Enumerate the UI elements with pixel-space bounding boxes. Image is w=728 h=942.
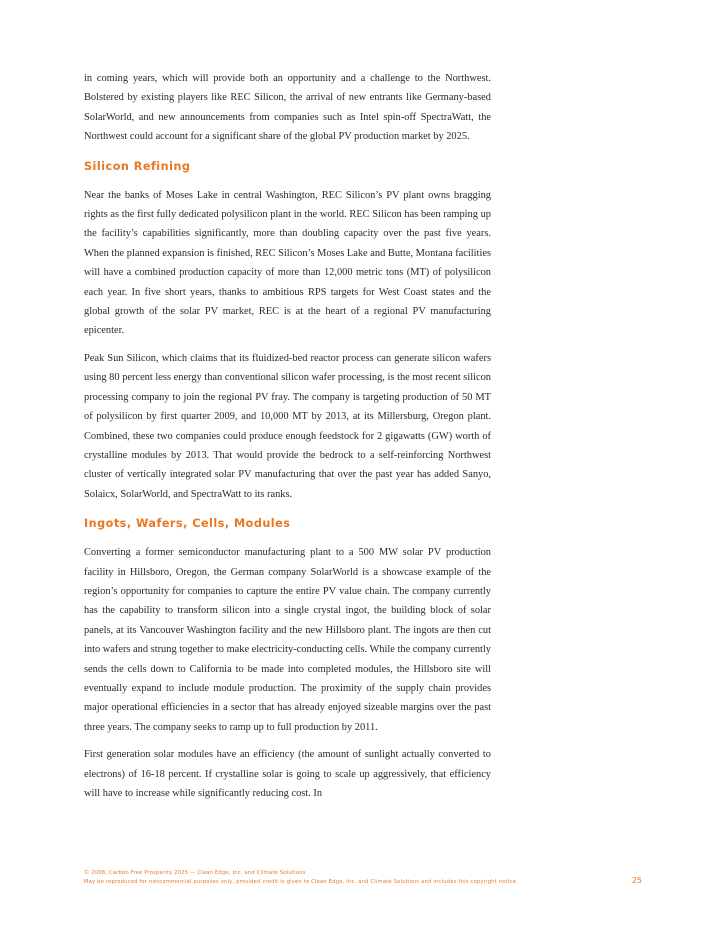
ingots-paragraph-1: Converting a former semiconductor manufacturing plant to a 500 MW solar PV production facility in Hillsboro, Oregon, the German company SolarWorld is a showcase example of the region’s opportunity for companies to capture the entire PV value chain. The company currently has the capability to transform silicon into a single crystal ingot, the building block of solar panels, at its Vancouver Washington facility and the new Hillsboro plant. The ingots are then cut into wafers and strung together to make electricity-conducting cells. While the company currently sends the cells down to California to be made into completed modules, the Hillsboro site will eventually expand to include module production. The proximity of the supply chain provides major operational efficiencies in a sector that has already enjoyed sizeable margins over the past three years. The company seeks to ramp up to full production by 2011. (84, 547, 491, 733)
silicon-refining-paragraph-1: Near the banks of Moses Lake in central Washington, REC Silicon’s PV plant owns bragging rights as the first fully dedicated polysilicon plant in the world. REC Silicon has been ramping up the facility’s capabilities significantly, more than doubling capacity over the past five years. When the planned expansion is finished, REC Silicon’s Moses Lake and Butte, Montana facilities will have a combined production capacity of more than 12,000 metric tons (MT) of polysilicon each year. In five short years, thanks to ambitious RPS targets for West Coast states and the global growth of the solar PV market, REC is at the heart of a regional PV manufacturing epicenter. (84, 189, 491, 337)
section-heading-ingots-wafers-cells-modules: Ingots, Wafers, Cells, Modules (84, 517, 291, 531)
footer-reproduction-notice: May be reproduced for noncommercial purposes only, provided credit is given to Clean Edge, Inc. and Climate Solutions and includes this copyright notice. (84, 879, 518, 885)
silicon-refining-paragraph-2: Peak Sun Silicon, which claims that its fluidized-bed reactor process can generate silicon wafers using 80 percent less energy than conventional silicon wafer processing, is the most recent silicon processing company to join the regional PV fray. The company is targeting production of 50 MT of polysilicon by first quarter 2009, and 10,000 MT by 2013, at its Millersburg, Oregon plant. Combined, these two companies could produce enough feedstock for 2 gigawatts (GW) worth of crystalline modules by 2013. That would provide the bedrock to a self-reinforcing Northwest cluster of vertically integrated solar PV manufacturing that over the past year has added Sanyo, Solaicx, SolarWorld, and SpectraWatt to its ranks. (84, 352, 491, 500)
intro-paragraph: in coming years, which will provide both an opportunity and a challenge to the Northwest. Bolstered by existing players like REC Silicon, the arrival of new entrants like Germany-based SolarWorld, and new announcements from companies such as Intel spin-off SpectraWatt, the Northwest could account for a significant share of the global PV production market by 2025. (84, 73, 491, 143)
section-heading-silicon-refining: Silicon Refining (84, 159, 191, 173)
page-footer (84, 869, 644, 887)
ingots-paragraph-2: First generation solar modules have an efficiency (the amount of sunlight actually converted to electrons) of 16-18 percent. If crystalline solar is going to scale up aggressively, that efficiency will have to increase while significantly reducing cost. In (84, 749, 491, 799)
page-body (84, 69, 491, 811)
footer-copyright: © 2008, Carbon Free Prosperity 2025 — Clean Edge, Inc. and Climate Solutions (84, 870, 306, 876)
page-number: 25 (631, 876, 642, 885)
